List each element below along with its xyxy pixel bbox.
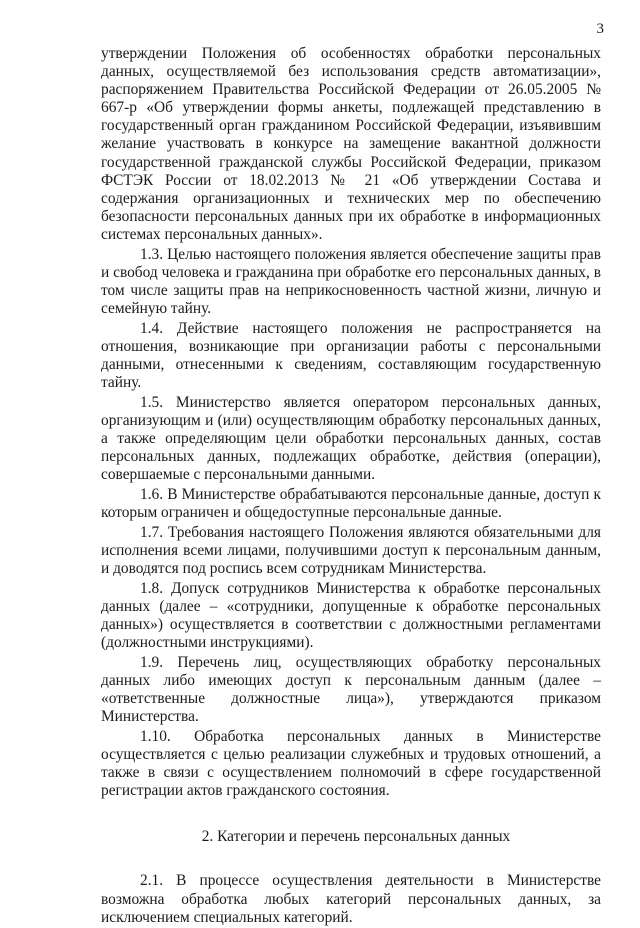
paragraph-1-7: 1.7. Требования настоящего Положения являются обязательными для исполнения всеми лицами, получившими доступ к персональным данным, и доводятся под роспись всем сотрудникам Министерства. bbox=[101, 523, 601, 578]
paragraphs-after bbox=[101, 872, 601, 926]
paragraph-1-6: 1.6. В Министерстве обрабатываются персональные данные, доступ к которым ограничен и общедоступные персональные данные. bbox=[101, 486, 601, 522]
paragraphs-before bbox=[101, 45, 601, 800]
paragraph-2-1: 2.1. В процессе осуществления деятельности в Министерстве возможна обработка любых категорий персональных данных, за исключением специальных категорий. bbox=[101, 872, 601, 926]
paragraph-1-10: 1.10. Обработка персональных данных в Министерстве осуществляется с целью реализации служебных и трудовых отношений, а также в связи с осуществлением полномочий в сфере государственной регистрации актов гражданского состояния. bbox=[101, 727, 601, 800]
paragraph-1-5: 1.5. Министерство является оператором персональных данных, организующим и (или) осуществляющим обработку персональных данных, а также определяющим цели обработки персональных данных, состав персональных данных, подлежащих обработке, действия (операции), совершаемые с персональными данными. bbox=[101, 393, 601, 484]
paragraph-1-3: 1.3. Целью настоящего положения является обеспечение защиты прав и свобод человека и гражданина при обработке его персональных данных, в том числе защиты прав на неприкосновенность частной жизни, личную и семейную тайну. bbox=[101, 245, 601, 317]
document-body bbox=[101, 45, 601, 928]
paragraph-1-8: 1.8. Допуск сотрудников Министерства к обработке персональных данных (далее – «сотрудники, допущенные к обработке персональных данных») осуществляется в соответствии с должностными регламентами (должностными инструкциями). bbox=[101, 579, 601, 652]
paragraph-1-9: 1.9. Перечень лиц, осуществляющих обработку персональных данных либо имеющих доступ к персональным данным (далее – «ответственные должностные лица»), утверждаются приказом Министерства. bbox=[101, 653, 601, 726]
paragraph-1-2-continued: утверждении Положения об особенностях обработки персональных данных, осуществляемой без использования средств автоматизации», распоряжением Правительства Российской Федерации от 26.05.2005 № 667-р «Об утверждении формы анкеты, подлежащей представлению в государственный орган гражданином Российской Федерации, изъявившим желание участвовать в конкурсе на замещение вакантной должности государственной гражданской службы Российской Федерации, приказом ФСТЭК России от 18.02.2013 № 21 «Об утверждении Состава и содержания организационных и технических мер по обеспечению безопасности персональных данных при их обработке в информационных системах персональных данных». bbox=[101, 45, 601, 243]
paragraph-1-4: 1.4. Действие настоящего положения не распространяется на отношения, возникающие при организации работы с персональными данными, отнесенными к сведениям, составляющим государственную тайну. bbox=[101, 319, 601, 392]
section-heading: 2. Категории и перечень персональных данных bbox=[201, 828, 511, 846]
page-number: 3 bbox=[596, 21, 604, 37]
